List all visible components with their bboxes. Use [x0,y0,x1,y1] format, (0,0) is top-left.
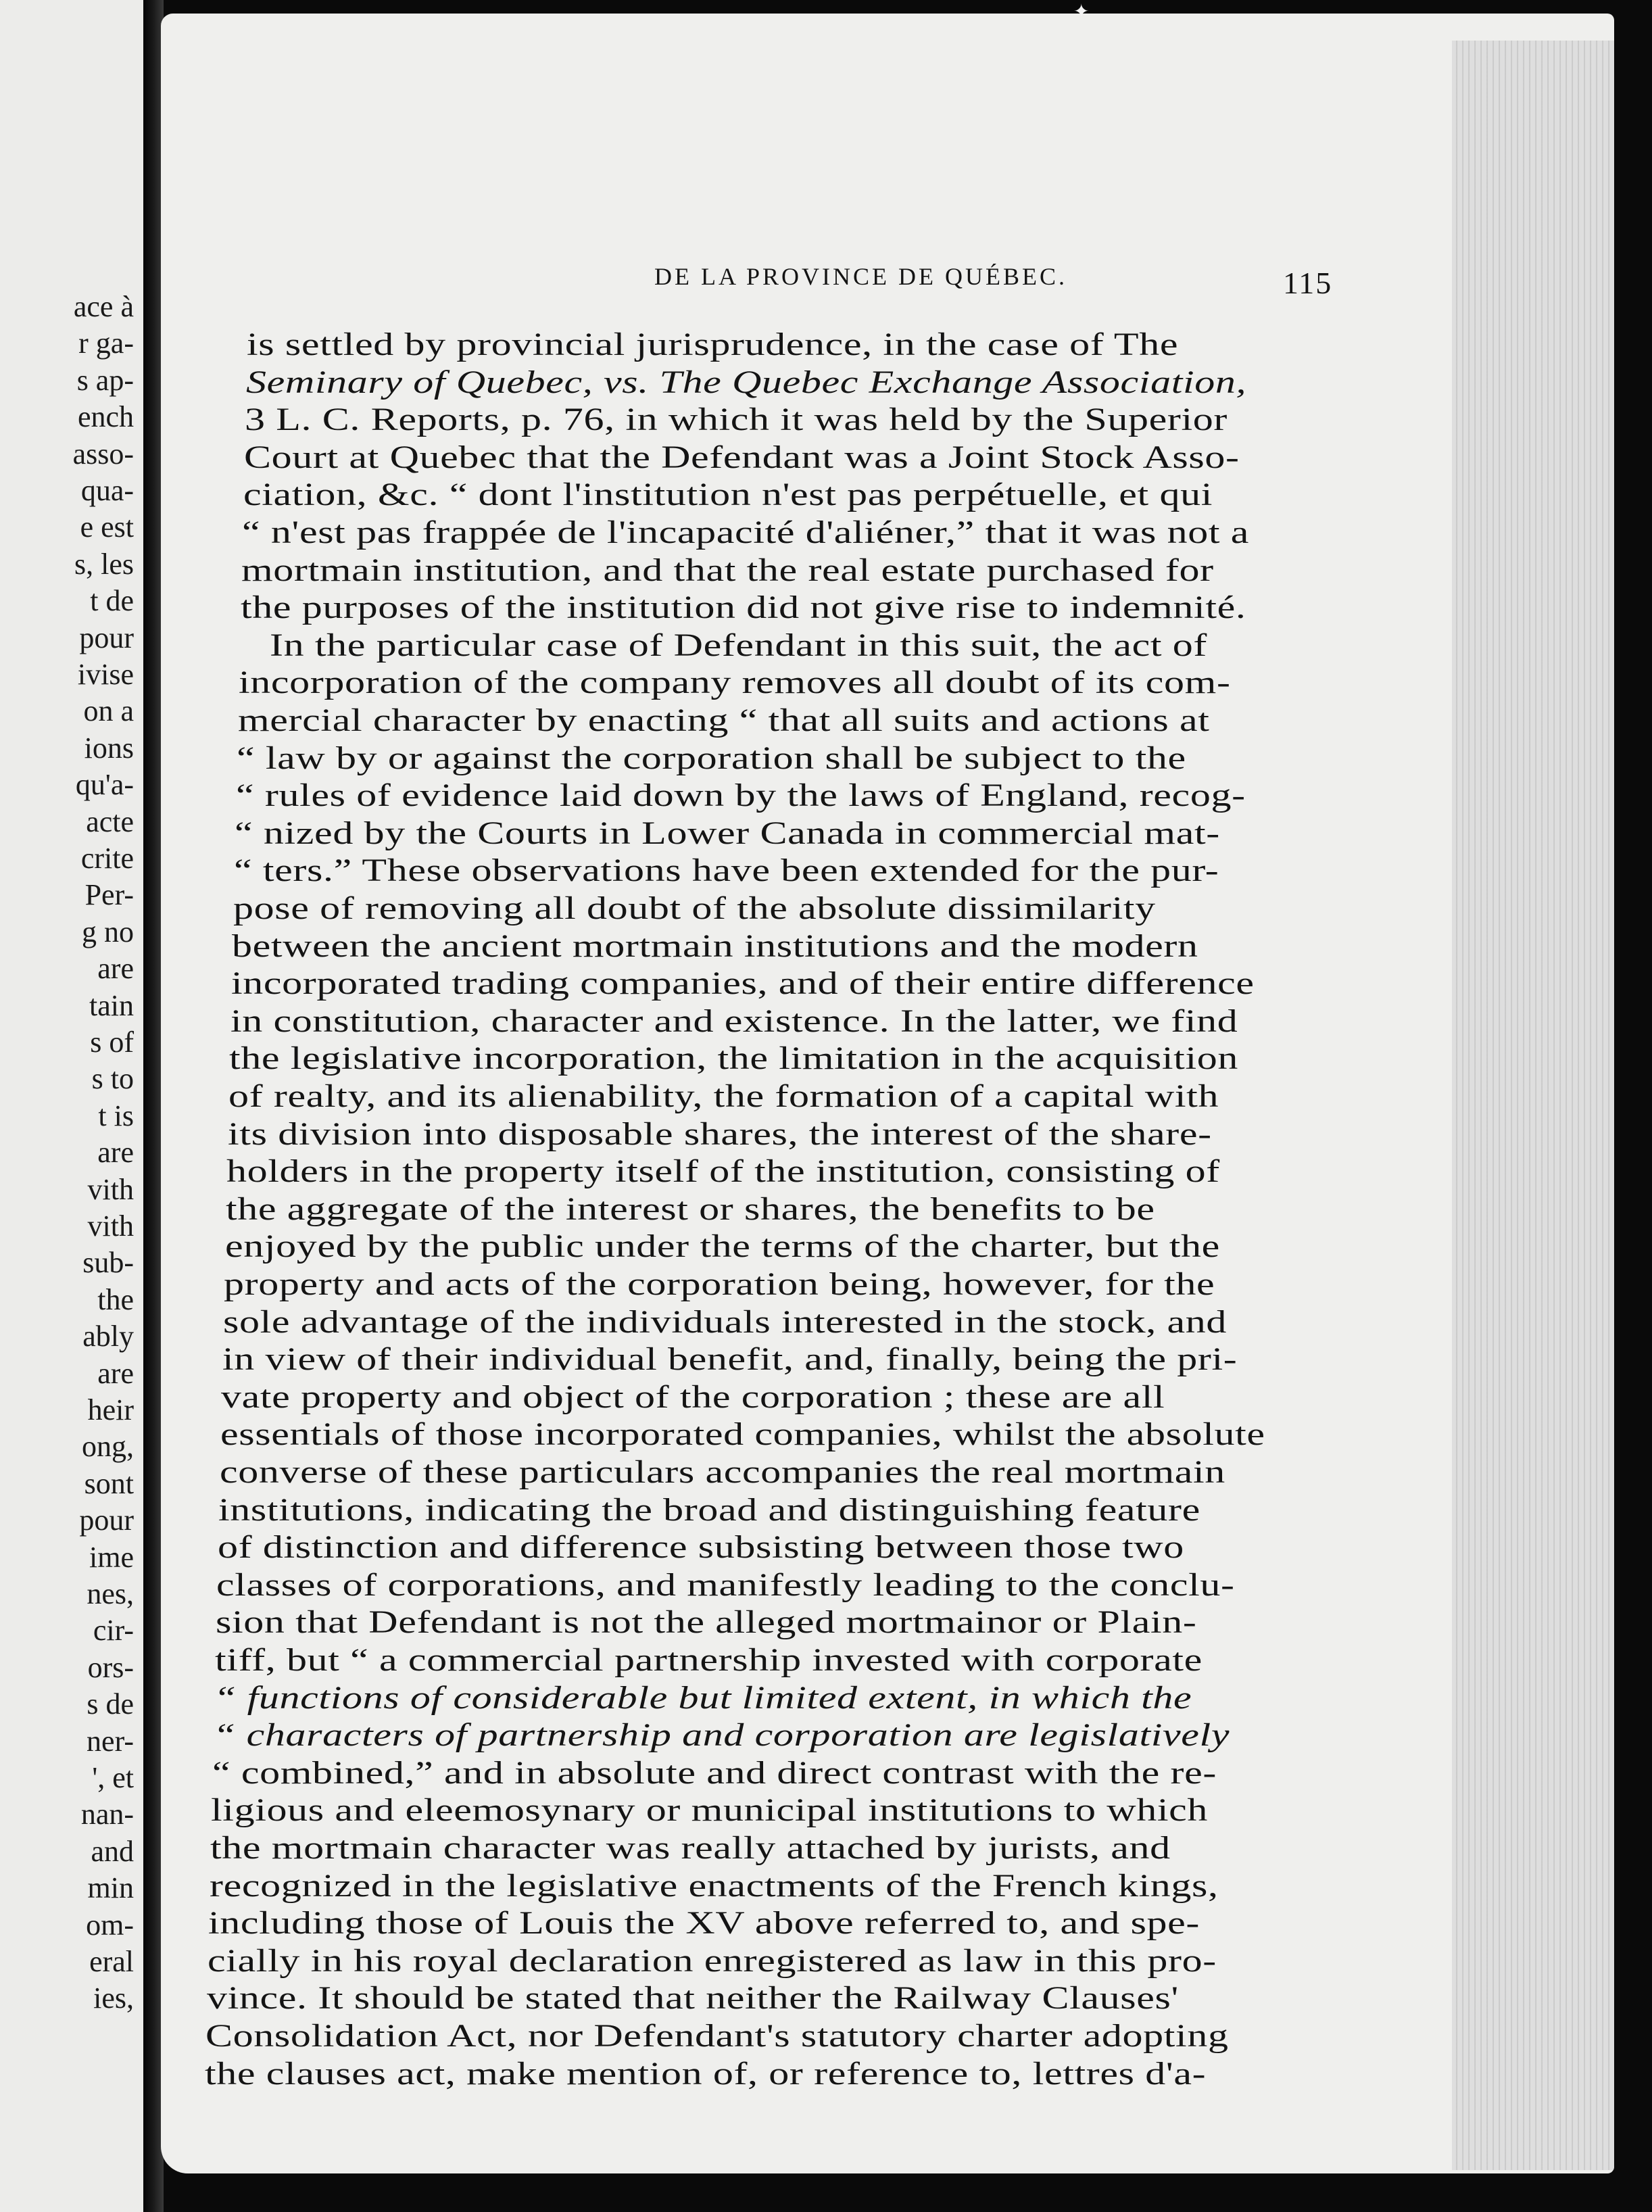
text-line: “ law by or against the corporation shall be subject to the [237,740,1186,776]
left-page-fragment: s of [90,1026,134,1059]
left-page-fragment: are [97,952,134,986]
text-line: In the particular case of Defendant in this suit, the act of [270,627,1208,663]
left-page-fragment: ', et [92,1761,134,1794]
text-line: mortmain institution, and that the real estate purchased for [241,552,1214,588]
text-line: in view of their individual benefit, and, finally, being the pri- [222,1341,1237,1378]
left-page-fragment: ner- [87,1724,134,1758]
text-line: institutions, indicating the broad and distinguishing feature [218,1491,1201,1528]
left-page-fragment: pour [79,621,134,654]
text-line: including those of Louis the XV above referred to, and spe- [208,1905,1200,1942]
left-page-fragment: pour [79,1504,134,1537]
left-page-fragment: the [97,1282,134,1316]
text-line: “ rules of evidence laid down by the laws of England, recog- [235,777,1246,814]
left-page-fragment: tain [89,988,134,1022]
text-line: “ characters of partnership and corporation are legislatively [213,1717,1230,1754]
text-line: recognized in the legislative enactments of the French kings, [209,1867,1219,1904]
text-line: the mortmain character was really attached by jurists, and [210,1830,1171,1866]
left-page-fragment: om- [86,1908,134,1942]
text-line: vince. It should be stated that neither the Railway Clauses' [206,1980,1179,2017]
left-page-fragment: ions [84,731,134,765]
text-line: Consolidation Act, nor Defendant's statutory charter adopting [205,2018,1229,2054]
left-page-fragment: r ga- [78,327,134,360]
left-page-fragment: crite [80,842,134,875]
left-page-fragment: min [87,1871,134,1905]
text-line: vate property and object of the corporation ; these are all [221,1378,1165,1415]
text-line: 3 L. C. Reports, p. 76, in which it was held by the Superior [245,402,1228,438]
left-page-fragment: ies, [93,1981,134,2015]
body-text [161,14,1614,2173]
left-page-fragment: vith [87,1209,134,1243]
left-page-fragment: ivise [77,658,134,691]
text-line: of distinction and difference subsisting between those two [217,1529,1184,1566]
left-page-fragment: s to [91,1062,134,1096]
left-page-fragment: ong, [82,1430,134,1464]
left-page-fragment: acte [86,804,134,838]
text-line: incorporated trading companies, and of their entire difference [231,965,1255,1002]
text-line: the clauses act, make mention of, or reference to, lettres d'a- [204,2055,1207,2092]
text-line: ligious and eleemosynary or municipal institutions to which [211,1792,1209,1829]
text-line: “ combined,” and in absolute and direct contrast with the re- [212,1754,1217,1791]
left-page-fragment: s de [87,1687,134,1721]
left-page-fragment: cir- [93,1614,134,1648]
left-page-fragment: e est [80,510,134,544]
left-page-edge [0,0,143,2212]
text-line: mercial character by enacting “ that all suits and actions at [237,702,1210,738]
left-page-fragment: qua- [80,474,134,507]
left-page-fragment: ably [82,1320,134,1353]
text-line: the legislative incorporation, the limitation in the acquisition [229,1040,1239,1077]
text-line: “ nized by the Courts in Lower Canada in commercial mat- [235,815,1221,851]
page-number: 115 [1283,266,1333,300]
text-line: “ functions of considerable but limited extent, in which the [214,1679,1192,1716]
left-page-fragment: nes, [87,1577,134,1610]
left-page-fragment: on a [83,694,134,728]
text-line: is settled by provincial jurisprudence, in the case of The [247,327,1179,362]
left-page-fragment: qu'a- [75,768,134,802]
left-page-fragment: t is [98,1099,134,1132]
running-head: DE LA PROVINCE DE QUÉBEC. [654,263,1067,290]
text-line: classes of corporations, and manifestly leading to the conclu- [216,1566,1236,1603]
text-line: sion that Defendant is not the alleged mortmainor or Plain- [216,1604,1197,1641]
text-line: its division into disposable shares, the interest of the share- [227,1115,1212,1152]
text-line: sole advantage of the individuals interested in the stock, and [222,1303,1227,1340]
left-page-fragment: t de [90,584,134,618]
left-page-fragment: ace à [73,290,134,323]
text-line: in constitution, character and existence. In the latter, we find [230,1003,1238,1039]
scan-mark-icon: ✦ [1073,1,1090,22]
left-page-fragment: g no [82,915,134,948]
text-line: property and acts of the corporation being, however, for the [224,1266,1215,1302]
text-line: “ n'est pas frappée de l'incapacité d'aliéner,” that it was not a [242,514,1250,550]
text-line: the aggregate of the interest or shares, the benefits to be [225,1191,1155,1227]
text-line: enjoyed by the public under the terms of the charter, but the [224,1228,1220,1265]
text-line: essentials of those incorporated companies, whilst the absolute [220,1416,1265,1453]
left-page-fragment: ime [89,1540,134,1574]
text-line: incorporation of the company removes all doubt of its com- [238,665,1231,701]
left-page-fragment: eral [89,1945,134,1978]
text-line: cially in his royal declaration enregistered as law in this pro- [207,1942,1217,1979]
text-line: Seminary of Quebec, vs. The Quebec Exchange Association, [245,364,1246,400]
left-page-fragment: ors- [87,1650,134,1684]
text-line: the purposes of the institution did not give rise to indemnité. [240,590,1246,626]
left-page-fragment: heir [87,1393,134,1426]
left-page-fragment: asso- [72,437,134,471]
text-line: between the ancient mortmain institutions and the modern [232,928,1199,964]
left-page-fragment: are [97,1356,134,1390]
left-page-fragment: vith [87,1172,134,1206]
left-page-fragment: s ap- [76,363,134,397]
left-page-fragment: sub- [82,1246,134,1280]
text-line: “ ters.” These observations have been extended for the pur- [234,852,1219,889]
text-line: pose of removing all doubt of the absolute dissimilarity [233,890,1156,926]
text-line: ciation, &c. “ dont l'institution n'est pas perpétuelle, et qui [243,477,1213,513]
right-page [161,14,1614,2173]
text-line: Court at Quebec that the Defendant was a Joint Stock Asso- [243,439,1240,475]
left-page-fragment: nan- [80,1798,134,1831]
text-line: holders in the property itself of the institution, consisting of [226,1153,1221,1190]
left-page-fragment: ench [77,400,134,434]
left-page-fragment: and [91,1834,134,1868]
text-line: tiff, but “ a commercial partnership invested with corporate [214,1642,1202,1678]
left-page-fragment: are [97,1136,134,1170]
left-page-fragment: sont [84,1466,134,1500]
text-line: of realty, and its alienability, the formation of a capital with [228,1078,1219,1114]
left-page-fragment: s, les [74,547,134,581]
text-line: converse of these particulars accompanies the real mortmain [219,1454,1225,1490]
left-page-fragment: Per- [84,878,134,912]
